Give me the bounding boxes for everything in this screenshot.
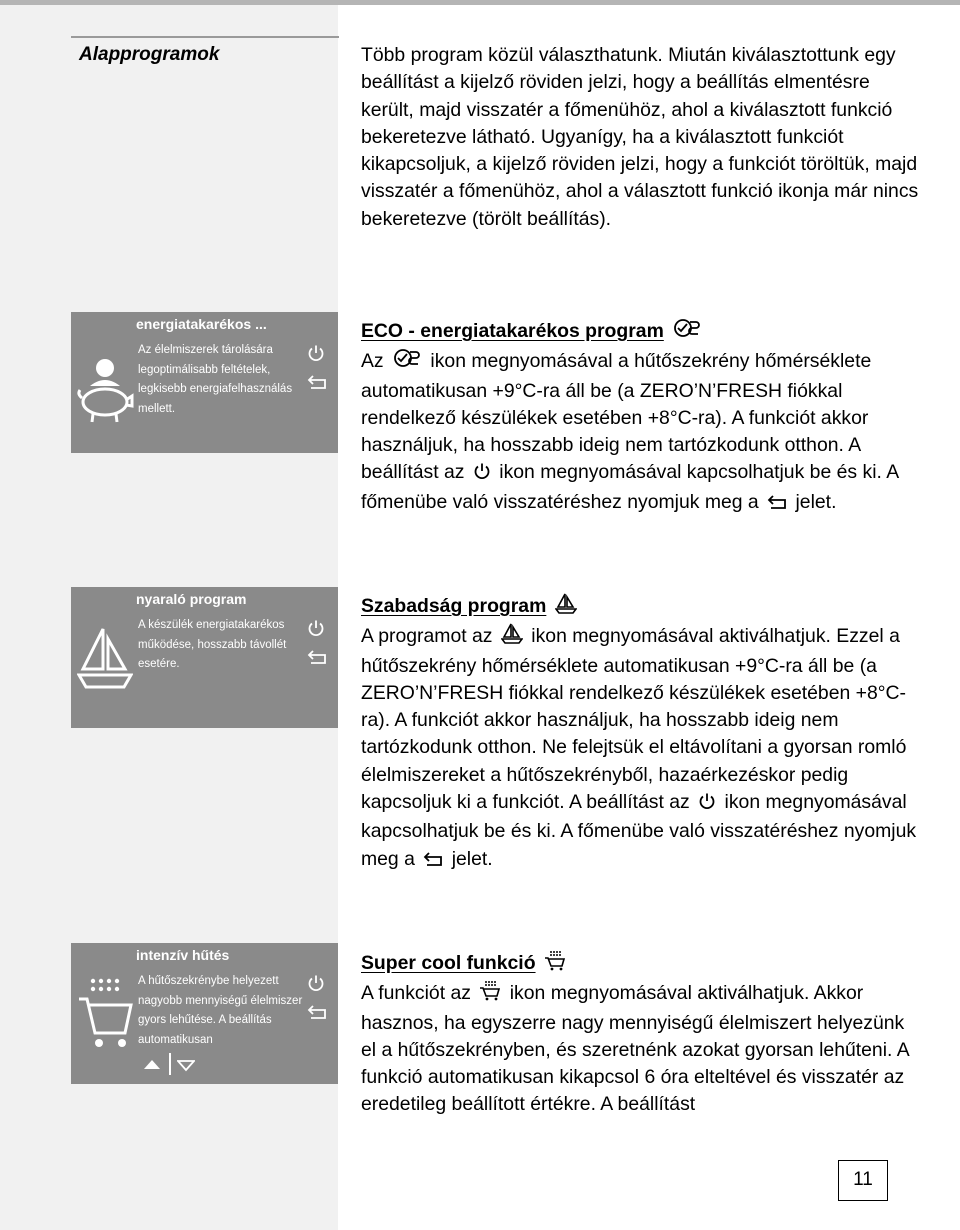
- cart-icon: [544, 949, 566, 979]
- back-icon[interactable]: [307, 1004, 327, 1025]
- eco-display-screen: [71, 312, 338, 453]
- eco-title: ECO - energiatakarékos program: [361, 320, 664, 342]
- power-icon[interactable]: [307, 619, 325, 642]
- sailboat-icon: [501, 622, 523, 652]
- scroll-down-icon[interactable]: [177, 1059, 195, 1078]
- back-icon: [423, 848, 443, 875]
- scroll-divider: [169, 1053, 171, 1075]
- back-icon[interactable]: [307, 374, 327, 395]
- holiday-text-1: A programot az: [361, 625, 493, 648]
- supercool-screen-title: intenzív hűtés: [136, 947, 230, 963]
- supercool-text-1: A funkciót az: [361, 982, 471, 1005]
- supercool-title: Super cool funkció: [361, 952, 536, 974]
- eco-text-4: jelet.: [795, 490, 837, 513]
- page-number: 11: [838, 1160, 888, 1201]
- holiday-title: Szabadság program: [361, 595, 547, 617]
- holiday-screen-body: A készülék energiatakarékos működése, hosszabb távollét esetére.: [138, 619, 287, 670]
- holiday-screen-title: nyaraló program: [136, 591, 247, 607]
- eco-text-1: Az: [361, 350, 384, 373]
- supercool-text-2: ikon megnyomásával aktiválhatjuk. Akkor hasznos, ha egyszerre nagy mennyiségű élelmiszert helyezünk el a hűtőszekrényben, és szeretnénk azokat gyorsan lehűteni. A funkció automatikusan kikapcsol 6 óra elteltével és visszatér az eredetileg beállított értékre. A beállítást: [361, 982, 909, 1116]
- holiday-text-2: ikon megnyomásával aktiválhatjuk. Ezzel a hűtőszekrény hőmérséklete automatikusan +9°C-ra áll be (a ZERO’N’FRESH fiókkal rendelkező készülékek esetében +8°C-ra). A funkciót akkor használjuk, ha hosszabb ideig nem tartózkodunk otthon. Ne felejtsük el eltávolítani a gyorsan romló élelmiszereket a hűtőszekrényből, hazaérkezéskor pedig kapcsoljuk ki a funkciót. A beállítást az: [361, 625, 907, 814]
- cart-icon: [77, 975, 135, 1056]
- power-icon[interactable]: [307, 344, 325, 367]
- sailboat-icon: [555, 592, 577, 622]
- eco-icon: [392, 347, 422, 377]
- power-icon[interactable]: [307, 974, 325, 997]
- eco-section: [361, 317, 921, 518]
- scroll-up-icon[interactable]: [143, 1057, 161, 1076]
- eco-screen-body: Az élelmiszerek tárolására legoptimálisabb feltételek, legkisebb energiafelhasználás mellett.: [138, 344, 293, 415]
- piggy-bank-icon: [76, 356, 134, 431]
- power-icon: [473, 461, 491, 488]
- supercool-screen-body: A hűtőszekrénybe helyezett nagyobb mennyiségű élelmiszer gyors lehűtése. A beállítás automatikusan: [138, 975, 303, 1046]
- holiday-text-4: jelet.: [451, 847, 493, 870]
- cart-icon: [479, 979, 501, 1009]
- eco-screen-title: energiatakarékos ...: [136, 316, 267, 332]
- section-heading-rule: [71, 36, 339, 38]
- holiday-text-3: ikon megnyomásával kapcsolhatjuk be és ki. A főmenübe való visszatéréshez nyomjuk meg a: [361, 791, 917, 870]
- supercool-display-screen: [71, 943, 338, 1084]
- eco-text-2: ikon megnyomásával a hűtőszekrény hőmérséklete automatikusan +9°C-ra áll be (a ZERO’N’FRESH fiókkal rendelkező készülékek esetében +8°C-ra). A funkciót akkor használjuk, ha hosszabb ideig nem tartózkodunk otthon. A beállítást az: [361, 350, 872, 484]
- holiday-section: [361, 592, 921, 875]
- eco-icon: [672, 317, 702, 347]
- section-heading: Alapprogramok: [79, 44, 220, 65]
- sailboat-icon: [77, 625, 133, 698]
- holiday-display-screen: [71, 587, 338, 728]
- supercool-section: [361, 949, 921, 1119]
- intro-text: Több program közül választhatunk. Miután kiválasztottunk egy beállítást a kijelző röviden jelzi, hogy a beállítás elmentésre került, majd visszatér a főmenühöz, ahol a kiválasztott funkció bekeretezve látható. Ugyanígy, ha a kiválasztott funkciót kikapcsoljuk, a kijelző röviden jelzi, hogy a funkciót töröltük, majd visszatér a főmenühöz, ahol a választott funkció ikonja már nincs bekeretezve (törölt beállítás).: [361, 44, 919, 230]
- power-icon: [698, 791, 716, 818]
- back-icon[interactable]: [307, 649, 327, 670]
- intro-paragraph: [361, 42, 921, 233]
- back-icon: [767, 491, 787, 518]
- eco-text-3: ikon megnyomásával kapcsolhatjuk be és ki. A főmenübe való visszatéréshez nyomjuk meg a: [361, 461, 899, 513]
